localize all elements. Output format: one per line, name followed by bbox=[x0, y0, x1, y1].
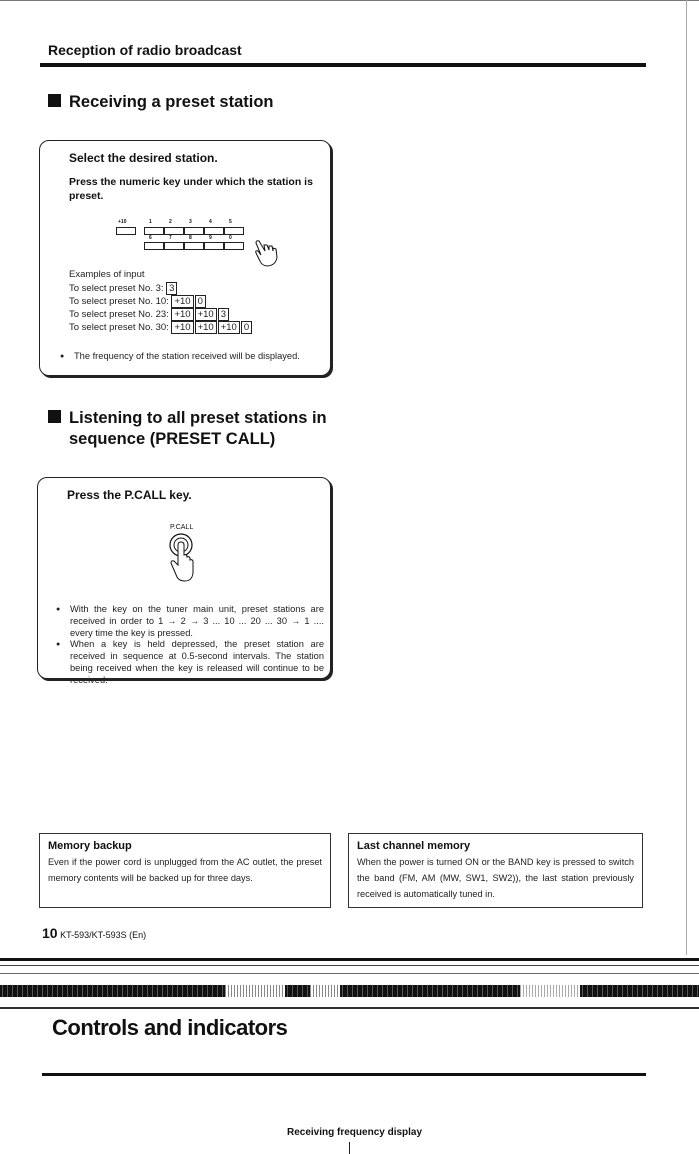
plus10-key-label: +10 bbox=[118, 219, 127, 225]
example-label: To select preset No. 3: bbox=[69, 283, 164, 294]
example-preset-3 bbox=[69, 282, 178, 296]
key-2 bbox=[164, 227, 184, 235]
key-box: +10 bbox=[171, 308, 193, 321]
key-label-7: 7 bbox=[169, 235, 172, 241]
right-edge-line bbox=[686, 0, 687, 960]
key-label-6: 6 bbox=[149, 235, 152, 241]
last-channel-box bbox=[348, 833, 643, 908]
preset-station-panel bbox=[39, 140, 331, 376]
section2-title bbox=[48, 408, 327, 450]
header-rule bbox=[40, 63, 646, 67]
step-press-pcall: Press the P.CALL key. bbox=[67, 488, 192, 502]
section2-title-line2: sequence (PRESET CALL) bbox=[69, 430, 276, 448]
key-box: +10 bbox=[171, 295, 193, 308]
key-box: 3 bbox=[218, 308, 229, 321]
page-footer bbox=[42, 925, 146, 941]
key-label-0: 0 bbox=[229, 235, 232, 241]
square-bullet-icon bbox=[48, 94, 61, 107]
pcall-bullets bbox=[56, 604, 324, 687]
key-label-9: 9 bbox=[209, 235, 212, 241]
key-9 bbox=[204, 242, 224, 250]
key-6 bbox=[144, 242, 164, 250]
note-item: ● The frequency of the station received will be displayed. bbox=[60, 351, 325, 363]
page-number: 10 bbox=[42, 925, 58, 941]
pcall-button-label: P.CALL bbox=[170, 524, 194, 531]
section2-title-line1: Listening to all preset stations in bbox=[48, 408, 327, 429]
pointing-hand-icon bbox=[252, 237, 282, 269]
example-preset-10 bbox=[69, 295, 207, 309]
memory-backup-title: Memory backup bbox=[48, 840, 132, 852]
pcall-button-hand-icon bbox=[165, 533, 199, 585]
key-box: +10 bbox=[195, 308, 217, 321]
controls-rule bbox=[42, 1073, 646, 1076]
pcall-bullet-2: ● When a key is held depressed, the preset station are received in sequence at 0.5-second intervals. The station being received when the key is released will continue to be received. bbox=[56, 639, 324, 686]
numeric-keypad-illustration bbox=[112, 219, 292, 269]
key-box: 0 bbox=[241, 321, 252, 334]
key-box: +10 bbox=[218, 321, 240, 334]
key-label-2: 2 bbox=[169, 219, 172, 225]
key-box: 0 bbox=[195, 295, 206, 308]
last-channel-title: Last channel memory bbox=[357, 840, 471, 852]
example-label: To select preset No. 30: bbox=[69, 322, 169, 333]
key-label-5: 5 bbox=[229, 219, 232, 225]
key-7 bbox=[164, 242, 184, 250]
key-box: +10 bbox=[195, 321, 217, 334]
key-1 bbox=[144, 227, 164, 235]
pcall-bullet-1: ● With the key on the tuner main unit, preset stations are received in order to 1 → 2 → 3 ... 10 ... 20 ... 30 → 1 .... every time the key is pressed. bbox=[56, 604, 324, 639]
section1-title bbox=[48, 92, 274, 113]
key-label-1: 1 bbox=[149, 219, 152, 225]
instruction-text: Press the numeric key under which the station is preset. bbox=[69, 176, 313, 202]
key-label-3: 3 bbox=[189, 219, 192, 225]
preset-call-panel bbox=[37, 477, 331, 685]
memory-backup-text: Even if the power cord is unplugged from the AC outlet, the preset memory contents will be backed up for three days. bbox=[48, 857, 322, 883]
key-8 bbox=[184, 242, 204, 250]
key-label-8: 8 bbox=[189, 235, 192, 241]
memory-backup-box bbox=[39, 833, 331, 908]
plus10-key bbox=[116, 227, 136, 235]
key-label-4: 4 bbox=[209, 219, 212, 225]
controls-indicators-title: Controls and indicators bbox=[52, 1015, 288, 1040]
model-number: KT-593/KT-593S (En) bbox=[60, 930, 147, 940]
key-box: 3 bbox=[166, 282, 177, 295]
example-preset-23 bbox=[69, 308, 230, 322]
key-4 bbox=[204, 227, 224, 235]
display-note bbox=[60, 351, 325, 363]
square-bullet-icon bbox=[48, 410, 61, 423]
last-channel-text: When the power is turned ON or the BAND key is pressed to switch the band (FM, AM (MW, SW1, SW2)), the last station previously received is automatically tuned in. bbox=[357, 857, 634, 899]
page-header-title: Reception of radio broadcast bbox=[48, 42, 242, 58]
key-box: +10 bbox=[171, 321, 193, 334]
section1-title-text: Receiving a preset station bbox=[69, 93, 274, 111]
example-preset-30 bbox=[69, 321, 253, 335]
example-label: To select preset No. 23: bbox=[69, 309, 169, 320]
examples-heading: Examples of input bbox=[69, 269, 145, 280]
example-label: To select preset No. 10: bbox=[69, 296, 169, 307]
receiving-frequency-caption: Receiving frequency display bbox=[287, 1127, 423, 1138]
page-split-band bbox=[0, 955, 699, 1013]
step-select-station: Select the desired station. bbox=[69, 151, 218, 165]
key-5 bbox=[224, 227, 244, 235]
caption-leader-line bbox=[349, 1142, 350, 1154]
top-border bbox=[0, 0, 699, 1]
key-3 bbox=[184, 227, 204, 235]
key-0 bbox=[224, 242, 244, 250]
